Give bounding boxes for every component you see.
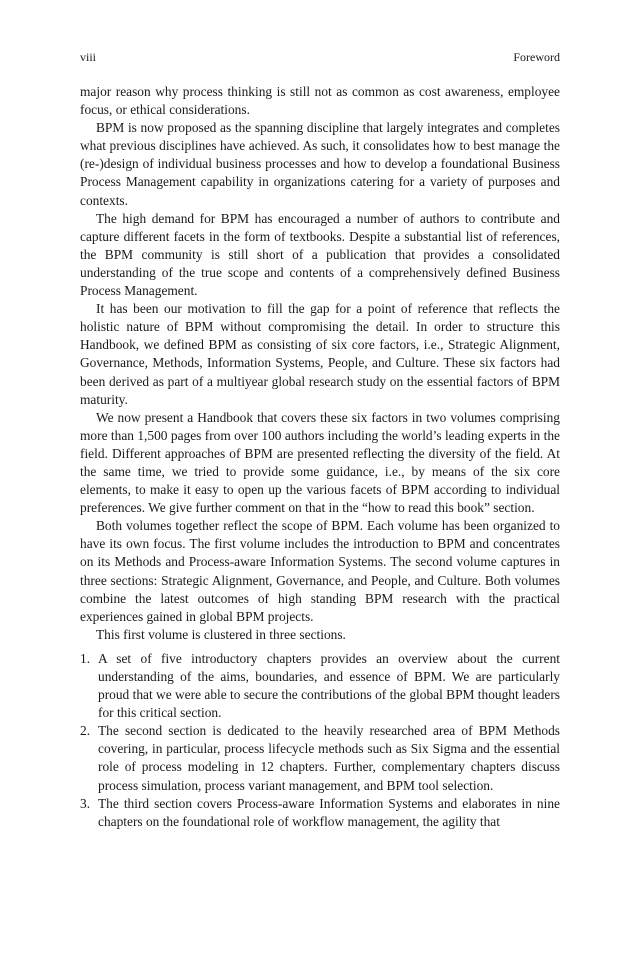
list-item-text: The third section covers Process-aware Information Systems and elaborates in nine chapters on the foundational role of workflow management, the agility that bbox=[98, 795, 560, 829]
list-item-number: 2. bbox=[80, 723, 91, 739]
paragraph-continuation: major reason why process thinking is still not as common as cost awareness, employee focus, or ethical considerations. bbox=[80, 84, 560, 118]
paragraph: It has been our motivation to fill the gap for a point of reference that reflects the holistic nature of BPM without compromising the detail. In order to structure this Handbook, we defined BPM as consisting of six core factors, i.e., Strategic Alignment, Governance, Methods, Information Systems, People, and Culture. These six factors had been derived as part of a multiyear global research study on the essential factors of BPM maturity. bbox=[80, 301, 560, 407]
list-item bbox=[80, 795, 560, 831]
running-head-title: Foreword bbox=[513, 50, 560, 64]
list-item-text: The second section is dedicated to the heavily researched area of BPM Methods covering, in particular, process lifecycle methods such as Six Sigma and the essential role of process modeling in 12 chapters. Further, complementary chapters discuss process simulation, process variant management, and BPM tool selection. bbox=[98, 723, 560, 793]
list-item-text: A set of five introductory chapters provides an overview about the current understanding of the aims, boundaries, and essence of BPM. We are particularly proud that we were able to secure the contributions of the global BPM thought leaders for this critical section. bbox=[98, 650, 560, 721]
paragraph: The high demand for BPM has encouraged a number of authors to contribute and capture different facets in the form of textbooks. Despite a substantial list of references, the BPM community is still short of a publication that provides a consolidated understanding of the true scope and contents of a comprehensively defined Business Process Management. bbox=[80, 210, 560, 299]
list-item bbox=[80, 650, 560, 722]
paragraph: BPM is now proposed as the spanning discipline that largely integrates and completes what previous disciplines have achieved. As such, it consolidates how to best manage the (re-)design of individual business processes and how to develop a foundational Business Process Management capability in organizations catering for a variety of purposes and contexts. bbox=[80, 120, 560, 208]
paragraph: Both volumes together reflect the scope of BPM. Each volume has been organized to have its own focus. The first volume includes the introduction to BPM and concentrates on its Methods and Process-aware Information Systems. The second volume captures in three sections: Strategic Alignment, Governance, and People, and Culture. Both volumes combine the latest outcomes of high standing BPM research with the practical experiences gained in global BPM projects. bbox=[80, 518, 560, 624]
list-item-number: 1. bbox=[80, 650, 91, 666]
paragraph: We now present a Handbook that covers these six factors in two volumes comprising more than 1,500 pages from over 100 authors including the world’s leading experts in the field. Different approaches of BPM are presented reflecting the diversity of the field. At the same time, we tried to provide some guidance, i.e., by means of the six core elements, to make it easy to open up the various facets of BPM according to individual preferences. We give further comment on that in the “how to read this book” section. bbox=[80, 409, 560, 516]
section-list bbox=[80, 650, 560, 831]
list-item bbox=[80, 722, 560, 794]
list-item-number: 3. bbox=[80, 795, 91, 811]
body-text bbox=[80, 83, 560, 831]
paragraph: This first volume is clustered in three sections. bbox=[96, 626, 346, 642]
page-number: viii bbox=[80, 50, 97, 64]
